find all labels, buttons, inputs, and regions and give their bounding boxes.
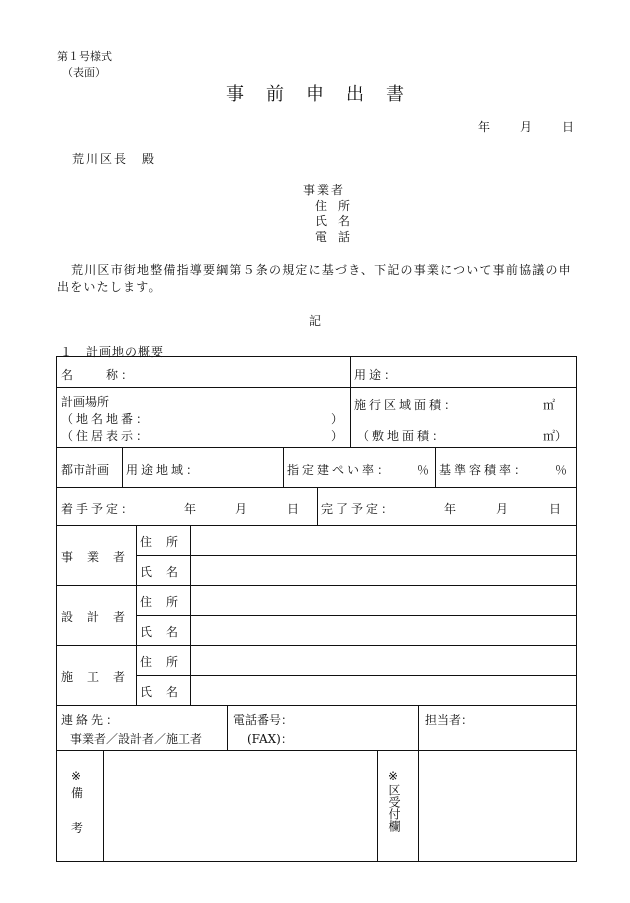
start-year: 年 [184, 502, 197, 516]
city-planning-label: 都市計画 [61, 463, 110, 477]
applicant-block [303, 183, 361, 245]
business-operator-address-label: 住所 [140, 535, 193, 549]
remarks-char-2: 考 [71, 821, 84, 835]
designer-name-label: 氏名 [140, 625, 193, 639]
finish-year: 年 [444, 502, 457, 516]
start-day: 日 [287, 502, 300, 516]
section-heading: １ 計画地の概要 [60, 345, 165, 359]
person-in-charge-label: 担当者： [425, 713, 474, 727]
coverage-ratio-label: 指定建ぺい率： [287, 463, 393, 477]
site-overview-table [56, 356, 577, 862]
start-date-label: 着手予定： [61, 502, 137, 516]
area-unit: ㎡ [543, 398, 556, 412]
builder-name-label: 氏名 [140, 685, 193, 699]
contact-label: 連絡先： [61, 713, 122, 727]
request-statement: 荒川区市街地整備指導要綱第５条の規定に基づき、下記の事業について事前協議の申出をいたします。 [57, 263, 572, 294]
applicant-phone-label: 電話 [315, 229, 362, 244]
applicant-address-label: 住所 [315, 198, 362, 213]
use-label: 用途： [354, 368, 400, 382]
finish-month: 月 [496, 502, 509, 516]
remarks-mark: ※ [71, 769, 82, 783]
lot-number-label: （地名地番： [61, 412, 152, 426]
project-name-label: 名 称： [61, 368, 137, 382]
designer-label: 設計者 [61, 610, 140, 624]
floor-area-ratio-label: 基準容積率： [439, 463, 530, 477]
site-area-unit: ㎡） [543, 429, 568, 443]
date-year: 年 [477, 120, 490, 134]
lot-number-close: ） [331, 412, 344, 426]
area-label: 施行区域面積： [354, 398, 460, 412]
applicant-heading: 事業者 [303, 183, 346, 197]
form-number: 第１号様式 [57, 50, 112, 63]
date-day: 日 [561, 120, 574, 134]
addressee: 荒川区長 殿 [72, 152, 157, 166]
contact-options: 事業者／設計者／施工者 [70, 732, 203, 746]
builder-address-label: 住所 [140, 655, 193, 669]
business-operator-label: 事業者 [61, 550, 140, 564]
ward-reception-mark: ※ [388, 769, 399, 783]
ward-reception-label: 区受付欄 [387, 784, 401, 832]
residence-label: （住居表示： [61, 429, 152, 443]
use-zone-label: 用途地域： [126, 463, 202, 477]
applicant-name-label: 氏名 [315, 214, 362, 228]
fax-label: (FAX)： [247, 732, 293, 746]
phone-number-label: 電話番号： [233, 713, 294, 727]
finish-day: 日 [549, 502, 562, 516]
designer-address-label: 住所 [140, 595, 193, 609]
finish-date-label: 完了予定： [321, 502, 397, 516]
floor-area-ratio-unit: ％ [555, 463, 568, 477]
remarks-char-1: 備 [71, 786, 84, 800]
date-month: 月 [519, 120, 532, 134]
form-side-label: （表面） [62, 66, 106, 79]
business-operator-name-label: 氏名 [140, 565, 193, 579]
site-label: 計画場所 [61, 395, 110, 409]
start-month: 月 [235, 502, 248, 516]
coverage-ratio-unit: ％ [417, 463, 430, 477]
ki-heading: 記 [308, 314, 321, 328]
builder-label: 施工者 [61, 670, 140, 684]
document-title: 事前申出書 [226, 84, 426, 105]
site-area-label: （敷地面積： [357, 429, 448, 443]
date-line [0, 118, 574, 135]
residence-close: ） [331, 429, 344, 443]
